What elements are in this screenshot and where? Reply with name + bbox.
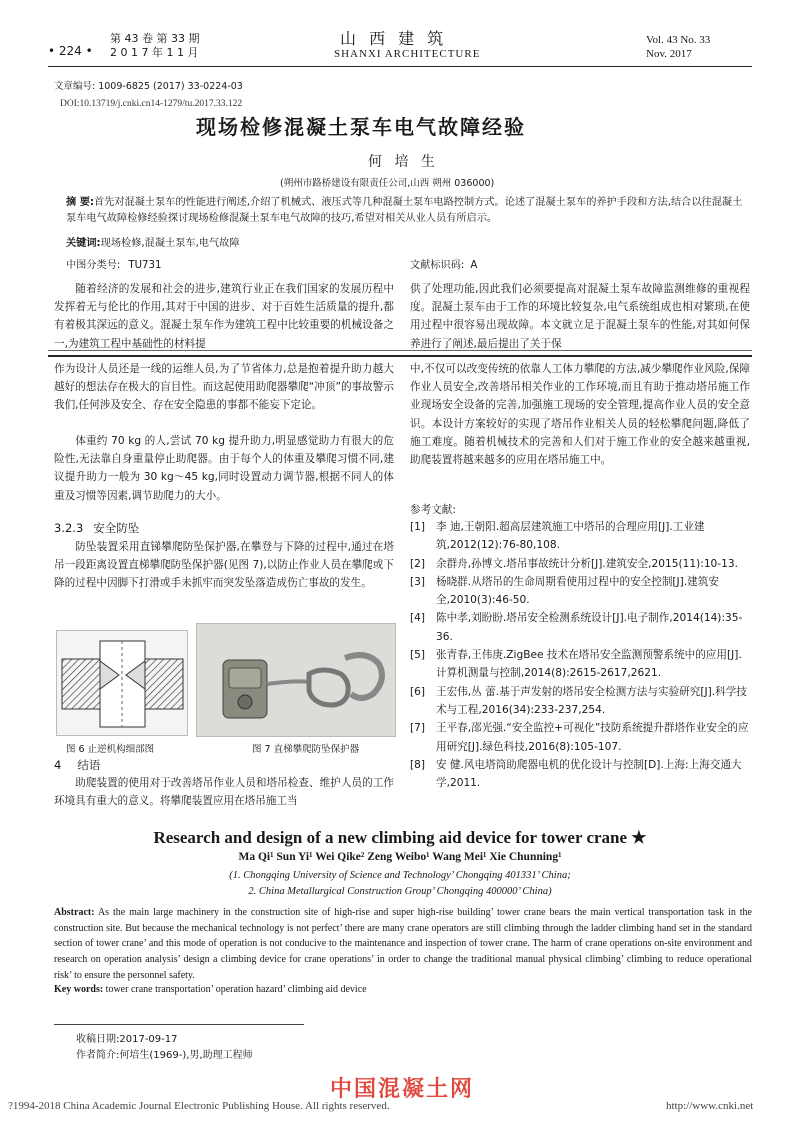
section-4-title: 结语 [77,758,101,772]
watermark: 中国混凝土网 [330,1077,475,1102]
english-keywords-text: tower crane transportation’ operation hazard’ climbing aid device [105,984,367,995]
reference-text: 张青春,王伟庚.ZigBee 技术在塔吊安全监测预警系统中的应用[J].计算机测量与控制,2014(8):2615-2617,2621. [436,649,742,680]
left-para-1: 作为设计人员还是一线的运维人员,为了节省体力,总是抱着提升助力越大越好的想法存在极大的盲目性。而这起使用助爬器攀爬“冲顶”的事故警示我们,任何涉及安全、存在安全隐患的事都不能妄下定论。 [54,363,394,412]
section-separator-top [48,350,752,351]
keywords-line [66,234,240,249]
abstract-label: 摘 要: [66,197,94,208]
abstract-text: 首先对混凝土泵车的性能进行阐述,介绍了机械式、液压式等几种混凝土泵车电路控制方式。论述了混凝土泵车的养护手段和方法,结合以往混凝土泵车电气故障检修经验探讨现场检修混凝土泵车电气故障的技巧,希望对相关从业人员有所启示。 [66,197,743,224]
reference-text: 余群舟,孙博文.塔吊事故统计分析[J].建筑安全,2015(11):10-13. [436,557,738,570]
section-4-heading [54,757,100,773]
keywords-label: 关键词: [66,238,101,249]
references-label: 参考文献: [410,504,456,516]
reference-number: [6] [410,685,426,698]
reference-number: [1] [410,521,426,533]
section-number: 3.2.3 [54,521,84,535]
received-date: 收稿日期:2017-09-17 [76,1034,178,1045]
reference-item [410,683,750,720]
keywords-text: 现场检修,混凝土泵车,电气故障 [100,238,240,249]
reference-text: 王宏伟,丛 蕾.基于声发射的塔吊安全检测方法与实验研究[J].科学技术与工程,2016(34):233-237,254. [436,685,747,716]
figure-6-image [56,630,188,736]
doc-code-label: 文献标识码: [410,260,465,271]
figure-6-caption: 图 6 止逆机构细部图 [66,744,155,755]
clc-value: TU731 [128,260,162,271]
english-keywords-label: Key words: [54,984,104,995]
footnote-rule [54,1024,304,1025]
reference-number: [8] [410,758,426,771]
clc-label: 中图分类号: [66,260,121,271]
left-para-2: 体重约 70 kg 的人,尝试 70 kg 提升助力,明显感觉助力有很大的危险性,无法靠自身重量停止助爬器。由于每个人的体重及攀爬习惯不同,建议提升助力一般为 30 kg～45 kg,同时设置动力调节器,根据不同人的体重及习惯等因素,调节助爬力的大小。 [54,435,394,502]
reference-number: [3] [410,575,426,588]
english-abstract-label: Abstract: [54,907,95,918]
author-info: 作者简介:何培生(1969-),男,助理工程师 [76,1050,253,1061]
figure-6-drawing [57,631,187,735]
date-en: Nov. 2017 [646,48,692,60]
reference-item [410,646,750,683]
page-number: • 224 • [48,44,93,58]
reference-item [410,756,750,793]
doi: DOI:10.13719/j.cnki.cn14-1279/tu.2017.33.122 [60,99,243,109]
reference-text: 陈中孝,刘盼盼.塔吊安全检测系统设计[J].电子制作,2014(14):35-36. [436,612,743,643]
english-keywords [54,984,367,995]
doc-code-value: A [470,260,478,271]
reference-list [410,518,750,792]
reference-item [410,719,750,756]
section-separator-bottom [48,355,752,357]
doc-code-line [410,256,477,271]
reference-item [410,555,750,573]
reference-text: 王平春,邵光强.“安全监控+可视化”技防系统提升群塔作业安全的应用研究[J].绿色科技,2016(8):105-107. [436,722,749,753]
reference-text: 李 迪,王朝阳.超高层建筑施工中塔吊的合理应用[J].工业建筑,2012(12):76-80,108. [436,521,705,552]
left-para-3: 防坠装置采用直锑攀爬防坠保护器,在攀登与下降的过程中,通过在塔吊一段距离设置直梯攀爬防坠保护器(见图 7),以防止作业人员在攀爬或下降的过程中因脚下打滑或手未抓牢而突发坠落造成伤亡事故的发生。 [54,541,394,590]
clc-line [66,256,162,271]
figure-7-caption: 图 7 直梯攀爬防坠保护器 [252,744,360,755]
issue-cn-line2: 2 0 1 7 年 1 1 月 [110,46,199,59]
right-para-1: 中,不仅可以改变传统的依靠人工体力攀爬的方法,减少攀爬作业风险,保障作业人员安全,改善塔吊相关作业的工作环境,而且有助于推动塔吊施工作业现场安全设备的完善,加强施工现场的安全管理,提高作业人员的安全意识。本设计方案较好的实现了塔吊作业相关人员的轻松攀爬问题,降低了施工难度。随着机械技术的完善和人们对于施工作业的安全越来越重视,助爬装置将越来越多的应用在塔吊施工中。 [410,363,750,467]
figure-7-image [196,623,396,737]
left-para-4: 助爬装置的使用对于改善塔吊作业人员和塔吊检查、维护人员的工作环境具有重大的意义。将攀爬装置应用在塔吊施工当 [54,777,394,808]
reference-number: [7] [410,722,426,735]
reference-text: 安 健.风电塔筒助爬器电机的优化设计与控制[D].上海:上海交通大学,2011. [436,758,742,790]
journal-name-en: SHANXI ARCHITECTURE [334,48,481,60]
figure-7-drawing [197,624,395,736]
reference-text: 杨晓群.从塔吊的生命周期看使用过程中的安全控制[J].建筑安全,2010(3):46-50. [436,575,719,607]
english-affiliation-2: 2. China Metallurgical Construction Group’ Chongqing 400000’ China) [248,886,552,897]
reference-number: [4] [410,612,426,625]
reference-item [410,609,750,646]
author-affiliation: (朔州市路桥建设有限责任公司,山西 朔州 036000) [280,178,495,189]
english-abstract-text: As the main large machinery in the construction site of high-rise and super high-rise building’ tower crane bears the main vertical transportation task in the construction site. But because the mechanical technology is not perfect’ there are many crane operators are still climbing through the ladder climbing hand set in the standard section of tower crane’ and this mode of operation is not conducive to the maintenance and inspection of tower crane. The harm of crane operations on-site environment and research on operation analysis’ design a climbing device for crane operations’ in order to change the traditional manual physical climbing’ climbing to reduce operational risk’ to ensure the personnel safety. [54,907,752,981]
english-authors: Ma Qi¹ Sun Yi¹ Wei Qike² Zeng Weibo¹ Wang Mei¹ Xie Chunning¹ [238,851,562,863]
reference-number: [5] [410,649,426,662]
english-abstract [54,905,752,984]
intro-right: 供了处理功能,因此我们必须要提高对混凝土泵车故障监测维修的重视程度。混凝土泵车由于工作的环境比较复杂,电气系统组成也相对繁琐,在使用过程中很容易出现故障。本文就立足于混凝土泵车的性能,对其如何保养进行了阐述,最后提出了关于保 [410,283,750,350]
reference-number: [2] [410,557,426,570]
copyright-line: ?1994-2018 China Academic Journal Electronic Publishing House. All rights reserved. [8,1100,390,1112]
section-4-number: 4 [54,758,62,772]
reference-item [410,518,750,555]
article-title: 现场检修混凝土泵车电气故障经验 [196,115,526,139]
article-author: 何 培 生 [368,154,439,170]
intro-left: 随着经济的发展和社会的进步,建筑行业正在我们国家的发展历程中发挥着无与伦比的作用,其对于中国的进步、对于百姓生活质量的提升,都有着极其深远的意义。混凝土泵车作为建筑工程中比较重要的机械设备之一,为建筑工程中基础性的材料提 [54,283,394,350]
cnki-url[interactable]: http://www.cnki.net [666,1100,754,1112]
vol-en: Vol. 43 No. 33 [646,34,711,46]
journal-name-cn: 山 西 建 筑 [340,29,448,48]
abstract-block [66,195,750,227]
article-number: 文章编号: 1009-6825 (2017) 33-0224-03 [54,81,243,92]
header-rule [48,66,752,67]
section-3-2-3-heading [54,520,139,536]
english-title: Research and design of a new climbing aid device for tower crane ★ [153,828,647,847]
english-affiliation-1: (1. Chongqing University of Science and Technology’ Chongqing 401331’ China; [229,870,571,881]
section-title: 安全防坠 [93,521,140,535]
reference-item [410,573,750,610]
issue-cn-line1: 第 43 卷 第 33 期 [110,32,200,45]
